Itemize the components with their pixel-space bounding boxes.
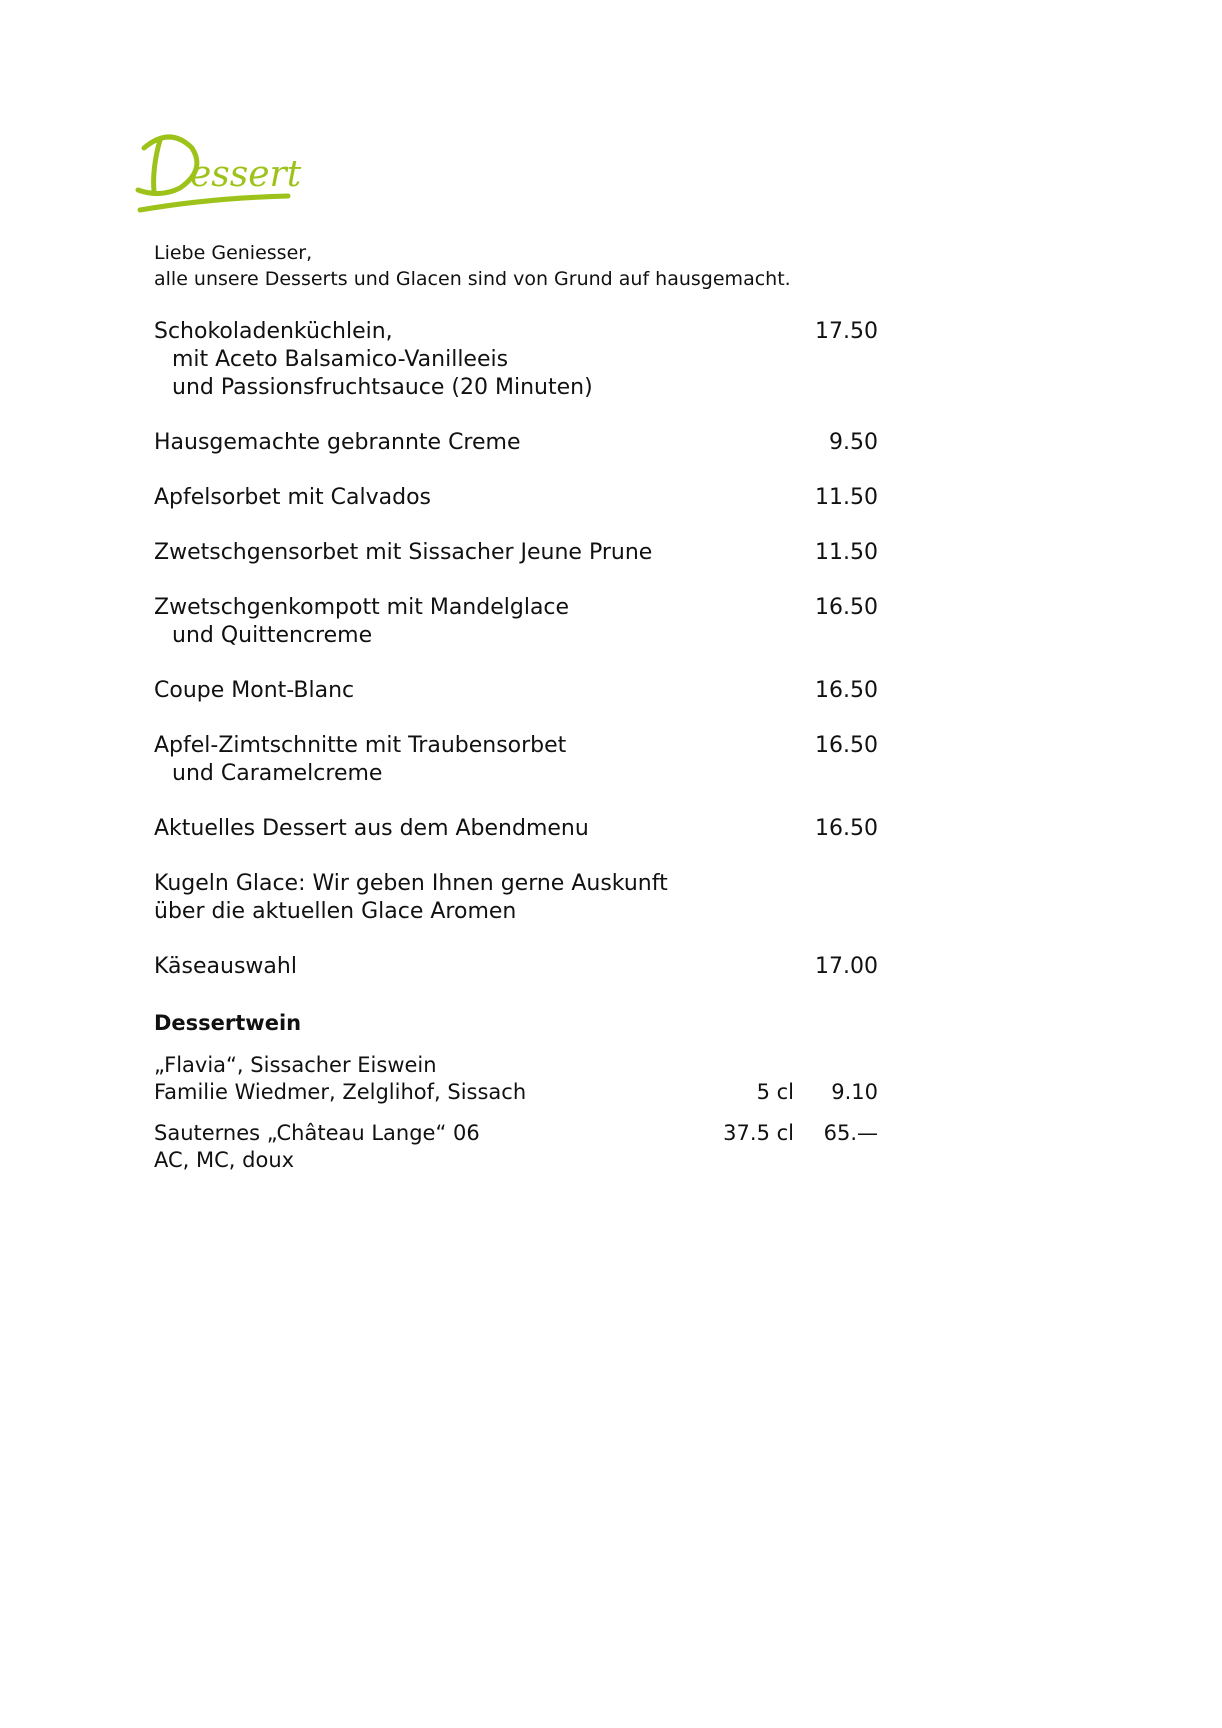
dessert-item <box>154 429 882 457</box>
wine-item <box>154 1120 882 1174</box>
dessert-item <box>154 732 882 788</box>
dessert-item <box>154 870 882 926</box>
dessert-name: Aktuelles Dessert aus dem Abendmenu <box>154 816 589 841</box>
wine-volume: 37.5 cl <box>723 1121 794 1145</box>
dessert-description: und Passionsfruchtsauce (20 Minuten) <box>172 375 593 400</box>
dessert-script-logo <box>130 118 310 223</box>
wine-detail: AC, MC, doux <box>154 1148 295 1172</box>
dessert-item <box>154 815 882 843</box>
intro <box>154 240 791 292</box>
dessert-name: Apfel-Zimtschnitte mit Traubensorbet <box>154 733 567 758</box>
dessert-logo <box>130 118 310 223</box>
dessert-wine-list <box>154 1052 882 1188</box>
wine-price: 9.10 <box>831 1080 878 1104</box>
dessert-name: Hausgemachte gebrannte Creme <box>154 430 521 455</box>
wine-name: Sauternes „Château Lange“ 06 <box>154 1121 480 1145</box>
dessert-price: 11.50 <box>815 485 878 510</box>
dessert-name: Käseauswahl <box>154 954 297 979</box>
logo-text: essert <box>190 154 302 195</box>
wine-detail: Familie Wiedmer, Zelglihof, Sissach <box>154 1080 527 1104</box>
dessert-name: Zwetschgenkompott mit Mandelglace <box>154 595 570 620</box>
dessert-item <box>154 539 882 567</box>
dessert-price: 16.50 <box>815 595 878 620</box>
wine-volume: 5 cl <box>756 1080 794 1104</box>
dessert-item <box>154 318 882 402</box>
dessert-description: und Quittencreme <box>172 623 373 648</box>
dessert-price: 16.50 <box>815 733 878 758</box>
dessert-item <box>154 484 882 512</box>
dessert-wine-title: Dessertwein <box>154 1011 302 1035</box>
wine-item <box>154 1052 882 1106</box>
dessert-price: 17.00 <box>815 954 878 979</box>
dessert-description: über die aktuellen Glace Aromen <box>154 899 517 924</box>
dessert-price: 11.50 <box>815 540 878 565</box>
dessert-price: 16.50 <box>815 678 878 703</box>
dessert-item <box>154 953 882 981</box>
dessert-list <box>154 318 882 1008</box>
intro-text: alle unsere Desserts und Glacen sind von Grund auf hausgemacht. <box>154 268 791 290</box>
dessert-price: 17.50 <box>815 319 878 344</box>
wine-name: „Flavia“, Sissacher Eiswein <box>154 1053 437 1077</box>
wine-price: 65.— <box>823 1121 878 1145</box>
dessert-name: Coupe Mont-Blanc <box>154 678 355 703</box>
dessert-description: und Caramelcreme <box>172 761 383 786</box>
intro-greeting: Liebe Geniesser, <box>154 242 313 264</box>
dessert-name: Apfelsorbet mit Calvados <box>154 485 431 510</box>
dessert-item <box>154 677 882 705</box>
dessert-price: 9.50 <box>829 430 878 455</box>
dessert-price: 16.50 <box>815 816 878 841</box>
dessert-description: mit Aceto Balsamico-Vanilleeis <box>172 347 509 372</box>
dessert-name: Schokoladenküchlein, <box>154 319 393 344</box>
dessert-name: Zwetschgensorbet mit Sissacher Jeune Prune <box>154 540 653 565</box>
dessert-item <box>154 594 882 650</box>
dessert-name: Kugeln Glace: Wir geben Ihnen gerne Auskunft <box>154 871 668 896</box>
